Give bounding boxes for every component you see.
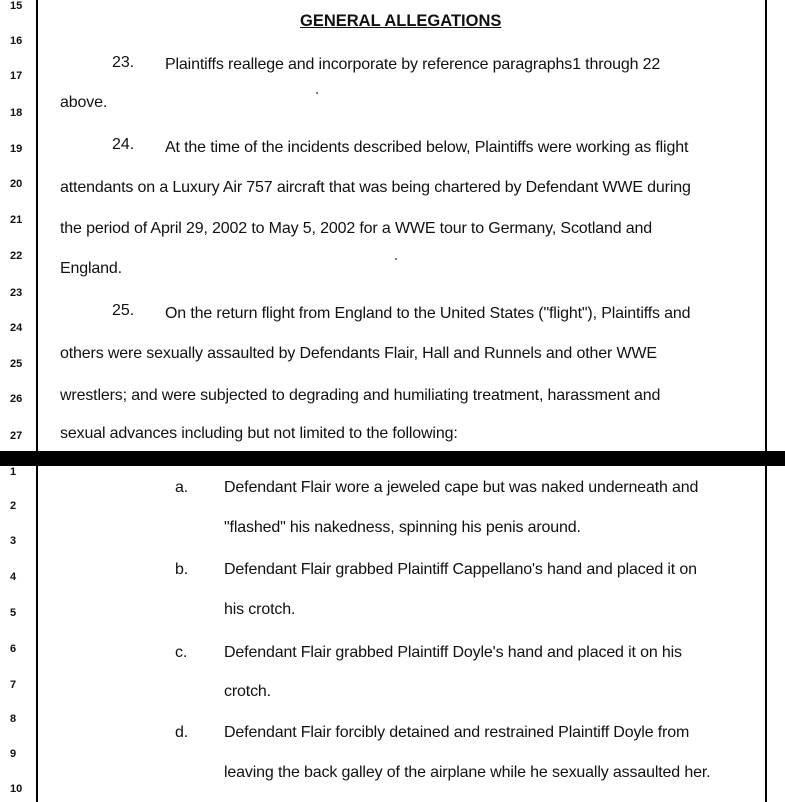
paragraph-line: the period of April 29, 2002 to May 5, 2002 for a WWE tour to Germany, Scotland and: [60, 220, 653, 237]
line-number: 19: [10, 143, 23, 155]
item-letter: c.: [175, 644, 188, 661]
paragraph-line: sexual advances including but not limited to the following:: [60, 425, 458, 442]
paragraph-line: attendants on a Luxury Air 757 aircraft that was being chartered by Defendant WWE during: [60, 179, 691, 196]
line-number: 22: [10, 250, 23, 262]
line-number: 6: [10, 643, 17, 655]
line-number: 25: [10, 358, 23, 370]
line-number: 16: [10, 35, 23, 47]
left-margin-rule: [36, 466, 38, 802]
line-number: 10: [10, 783, 23, 795]
item-letter: a.: [175, 479, 189, 496]
right-margin-rule: [765, 466, 767, 802]
paragraph-number: 24.: [112, 136, 135, 153]
item-line: crotch.: [224, 683, 271, 700]
item-line: Defendant Flair forcibly detained and restrained Plaintiff Doyle from: [224, 724, 690, 741]
paragraph-line: Plaintiffs reallege and incorporate by reference paragraphs1 through 22: [165, 56, 661, 73]
line-number: 2: [10, 500, 17, 512]
scan-speck: [395, 258, 397, 260]
item-letter: b.: [175, 561, 189, 578]
line-number: 5: [10, 607, 17, 619]
line-number: 23: [10, 287, 23, 299]
right-margin-rule: [765, 0, 767, 451]
line-number: 24: [10, 322, 23, 334]
line-number: 27: [10, 430, 23, 442]
paragraph-line: England.: [60, 260, 122, 277]
line-number: 4: [10, 571, 17, 583]
page-separator-bar: [0, 451, 785, 466]
scan-speck: [316, 92, 318, 94]
item-line: "flashed" his nakedness, spinning his penis around.: [224, 519, 581, 536]
line-number: 7: [10, 679, 17, 691]
line-number: 17: [10, 70, 23, 82]
section-heading: GENERAL ALLEGATIONS: [300, 12, 502, 30]
line-number: 3: [10, 535, 17, 547]
paragraph-number: 23.: [112, 54, 135, 71]
paragraph-line: At the time of the incidents described below, Plaintiffs were working as flight: [165, 139, 689, 156]
paragraph-number: 25.: [112, 302, 135, 319]
item-line: his crotch.: [224, 601, 296, 618]
left-margin-rule: [36, 0, 38, 451]
item-line: Defendant Flair grabbed Plaintiff Cappellano's hand and placed it on: [224, 561, 697, 578]
line-number: 18: [10, 107, 23, 119]
line-number: 1: [10, 466, 17, 478]
pleading-page-bottom: [0, 466, 785, 802]
item-letter: d.: [175, 724, 189, 741]
item-line: leaving the back galley of the airplane while he sexually assaulted her.: [224, 764, 711, 781]
item-line: Defendant Flair wore a jeweled cape but was naked underneath and: [224, 479, 699, 496]
line-number: 21: [10, 214, 23, 226]
line-number: 9: [10, 748, 17, 760]
paragraph-line: wrestlers; and were subjected to degrading and humiliating treatment, harassment and: [60, 387, 661, 404]
paragraph-line: others were sexually assaulted by Defendants Flair, Hall and Runnels and other WWE: [60, 345, 657, 362]
line-number: 20: [10, 178, 23, 190]
line-number: 8: [10, 713, 17, 725]
paragraph-line: On the return flight from England to the United States ("flight"), Plaintiffs and: [165, 305, 691, 322]
line-number: 26: [10, 393, 23, 405]
paragraph-line: above.: [60, 94, 108, 111]
item-line: Defendant Flair grabbed Plaintiff Doyle's hand and placed it on his: [224, 644, 682, 661]
line-number: 15: [10, 0, 23, 12]
